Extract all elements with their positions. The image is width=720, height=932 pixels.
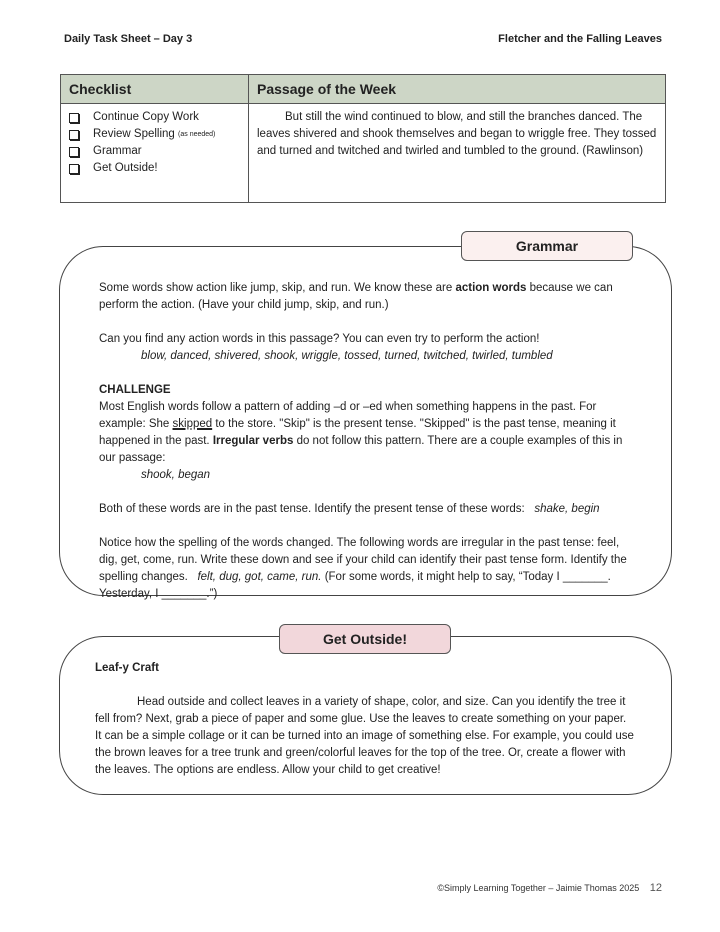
checklist <box>69 109 240 177</box>
craft-title: Leaf-y Craft <box>95 662 159 674</box>
checklist-item[interactable] <box>69 126 240 143</box>
challenge-title: CHALLENGE <box>99 384 171 396</box>
craft-instructions: Head outside and collect leaves in a variety of shape, color, and size. Can you identify the tree it fell from? Next, grab a piece of paper and some glue. Use the leaves to create something on your paper. It can be a simple collage or it can be turned into an image of something else. For example, you could use the brown leaves for a tree trunk and green/colorful leaves for the top of the tree. Or, create a flower with the leaves. The options are endless. Allow your child to get creative! <box>95 696 634 776</box>
grammar-paragraph: Some words show action like jump, skip, and run. We know these are action words because we can perform the action. (Have your child jump, skip, and run.) <box>99 282 613 311</box>
passage-text: But still the wind continued to blow, and still the branches danced. The leaves shivered and shook themselves and began to wriggle free. They tossed and turned and twitched and twirled and tumbled to the ground. (Rawlinson) <box>257 111 657 157</box>
checklist-item-note: (as needed) <box>178 131 216 138</box>
checklist-item-label: Review Spelling <box>93 128 175 140</box>
get-outside-content <box>95 660 635 779</box>
passage-cell <box>249 104 666 203</box>
checklist-passage-table <box>60 74 666 203</box>
grammar-question: Can you find any action words in this passage? You can even try to perform the action! <box>99 333 540 345</box>
passage-header: Passage of the Week <box>249 75 666 104</box>
irregular-verbs-term: Irregular verbs <box>212 435 294 447</box>
book-title: Fletcher and the Falling Leaves <box>498 33 662 45</box>
checkbox-icon[interactable] <box>69 130 79 140</box>
checklist-item[interactable] <box>69 160 240 177</box>
present-tense-question: Both of these words are in the past tense. Identify the present tense of these words: shake, begin <box>99 503 600 515</box>
checklist-item-label: Grammar <box>93 145 142 157</box>
sheet-title: Daily Task Sheet – Day 3 <box>64 33 193 45</box>
past-tense-answer: felt, dug, got, came, run. <box>197 571 322 583</box>
checklist-item-label: Continue Copy Work <box>93 111 199 123</box>
grammar-answer: blow, danced, shivered, shook, wriggle, tossed, turned, twitched, twirled, tumbled <box>141 350 553 362</box>
grammar-content <box>99 280 639 603</box>
checklist-item[interactable] <box>69 143 240 160</box>
checkbox-icon[interactable] <box>69 164 79 174</box>
action-words-term: action words <box>455 282 527 294</box>
page-number: 12 <box>649 882 662 894</box>
present-tense-answer: shake, begin <box>534 503 600 515</box>
checkbox-icon[interactable] <box>69 113 79 123</box>
checklist-cell <box>61 104 249 203</box>
checkbox-icon[interactable] <box>69 147 79 157</box>
checklist-item-label: Get Outside! <box>93 162 158 174</box>
skipped-example: skipped <box>172 418 213 430</box>
challenge-paragraph: Most English words follow a pattern of adding –d or –ed when something happens in the past. For example: She skipped to the store. "Skip" is the present tense. "Skipped" is the past tense, meaning it happened in the past. Irregular verbs do not follow this pattern. There are a couple examples of this in our passage: <box>99 401 623 464</box>
challenge-answer: shook, began <box>141 469 211 481</box>
checklist-item[interactable] <box>69 109 240 126</box>
footer <box>437 882 662 894</box>
checklist-header: Checklist <box>61 75 249 104</box>
copyright: ©Simply Learning Together – Jaimie Thomas 2025 <box>437 883 640 893</box>
spelling-paragraph: Notice how the spelling of the words changed. The following words are irregular in the past tense: feel, dig, get, come, run. Write these down and see if your child can identify their past tense form. Identify the spelling changes. felt, dug, got, came, run. (For some words, it might help to say, “Today I _______. Yesterday, I _______.”) <box>99 537 627 600</box>
get-outside-tab: Get Outside! <box>279 624 451 654</box>
grammar-tab: Grammar <box>461 231 633 261</box>
